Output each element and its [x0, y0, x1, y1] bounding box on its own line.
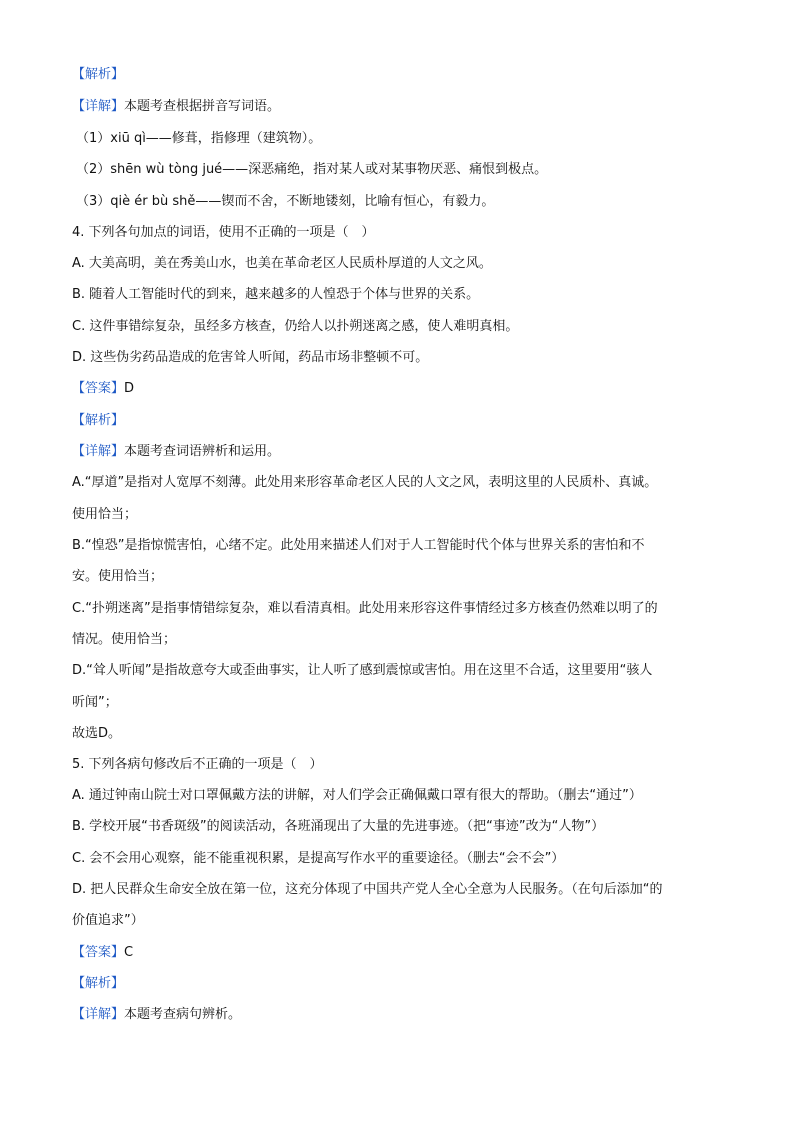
text-line-2: 【详解】本题考查根据拼音写词语。: [72, 99, 281, 114]
text-line-4: （2）shēn wù tòng jué——深恶痛绝，指对某人或对某事物厌恶、痛恨到极点。: [76, 162, 548, 177]
detail-4-intro: 【详解】本题考查词语辨析和运用。: [72, 444, 281, 459]
analysis-5-label: 【解析】: [72, 976, 125, 991]
question-5-option-b: B. 学校开展“书香斑级”的阅读活动，各班涌现出了大量的先进事迹。（把“事迹”改为“人物”）: [72, 819, 605, 834]
text-line-5: （3）qiè ér bù shě——锲而不舍，不断地镂刻，比喻有恒心，有毅力。: [76, 194, 495, 209]
analysis-4-label: 【解析】: [72, 413, 125, 428]
detail-4-line-7: D.“耸人听闻”是指故意夸大或歪曲事实，让人听了感到震惊或害怕。用在这里不合适，这里要用“骇人: [72, 663, 653, 678]
question-4-option-d: D. 这些伪劣药品造成的危害耸人听闻，药品市场非整顿不可。: [72, 350, 429, 365]
detail-4-line-2: 使用恰当；: [72, 507, 138, 522]
question-4-option-c: C. 这件事错综复杂，虽经多方核查，仍给人以扑朔迷离之感，使人难明真相。: [72, 319, 519, 334]
answer-4: 【答案】D: [72, 381, 135, 396]
detail-4-line-3: B.“惶恐”是指惊慌害怕，心绪不定。此处用来描述人们对于人工智能时代个体与世界关系的害怕和不: [72, 538, 645, 553]
detail-4-line-5: C.“扑朔迷离”是指事情错综复杂，难以看清真相。此处用来形容这件事情经过多方核查仍然难以明了的: [72, 601, 658, 616]
question-5-option-c: C. 会不会用心观察，能不能重视积累，是提高写作水平的重要途径。（删去“会不会”）: [72, 851, 565, 866]
question-5-option-d: D. 把人民群众生命安全放在第一位，这充分体现了中国共产党人全心全意为人民服务。（在句后添加“的: [72, 882, 663, 897]
detail-4-conclusion: 故选D。: [72, 726, 122, 741]
detail-4-line-8: 听闻”；: [72, 695, 118, 710]
question-4-stem: 4. 下列各句加点的词语，使用不正确的一项是（ ）: [72, 225, 375, 240]
question-4-option-b: B. 随着人工智能时代的到来，越来越多的人惶恐于个体与世界的关系。: [72, 287, 480, 302]
detail-4-line-1: A.“厚道”是指对人宽厚不刻薄。此处用来形容革命老区人民的人文之风，表明这里的人民质朴、真诚。: [72, 475, 658, 490]
question-4-option-a: A. 大美高明，美在秀美山水，也美在革命老区人民质朴厚道的人文之风。: [72, 256, 492, 271]
text-line-1: 【解析】: [72, 67, 125, 82]
detail-5-intro: 【详解】本题考查病句辨析。: [72, 1007, 242, 1022]
text-line-3: （1）xiū qì——修葺，指修理（建筑物）。: [76, 131, 322, 146]
question-5-stem: 5. 下列各病句修改后不正确的一项是（ ）: [72, 757, 323, 772]
question-5-option-a: A. 通过钟南山院士对口罩佩戴方法的讲解，对人们学会正确佩戴口罩有很大的帮助。（删去“通过”）: [72, 788, 642, 803]
answer-5: 【答案】C: [72, 945, 134, 960]
question-5-option-d-cont: 价值追求”）: [72, 913, 144, 928]
detail-4-line-6: 情况。使用恰当；: [72, 632, 177, 647]
detail-4-line-4: 安。使用恰当；: [72, 569, 164, 584]
